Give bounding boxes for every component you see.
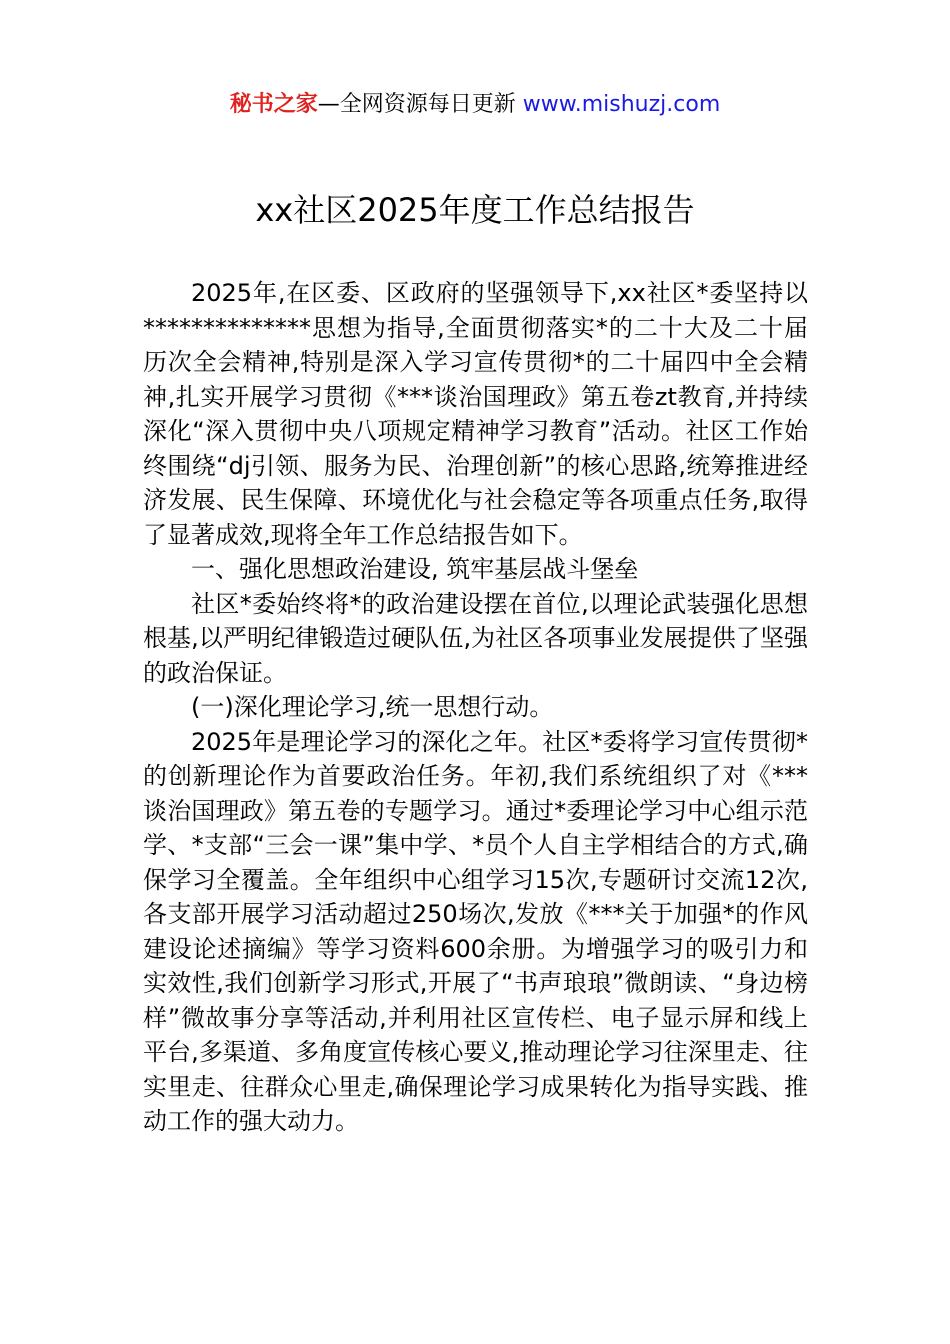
document-body: [143, 276, 808, 1139]
site-header: [0, 88, 950, 122]
section-1-paragraph: 社区*委始终将*的政治建设摆在首位,以理论武装强化思想根基,以严明纪律锻造过硬队伍,为社区各项事业发展提供了坚强的政治保证。: [143, 589, 808, 687]
site-url-link[interactable]: www.mishuzj.com: [522, 92, 721, 117]
site-brand: 秘书之家: [229, 92, 318, 117]
document-title: xx社区2025年度工作总结报告: [255, 191, 695, 229]
intro-paragraph: 2025年,在区委、区政府的坚强领导下,xx社区*委坚持以**************思想为指导,全面贯彻落实*的二十大及二十届历次全会精神,特别是深入学习宣传贯彻*的二十届四中全会精神,扎实开展学习贯彻《***谈治国理政》第五卷zt教育,并持续深化“深入贯彻中央八项规定精神学习教育”活动。社区工作始终围绕“dj引领、服务为民、治理创新”的核心思路,统筹推进经济发展、民生保障、环境优化与社会稳定等各项重点任务,取得了显著成效,现将全年工作总结报告如下。: [143, 279, 808, 549]
site-tagline: —全网资源每日更新: [317, 92, 516, 117]
section-heading-1: 一、强化思想政治建设, 筑牢基层战斗堡垒: [191, 555, 639, 583]
subsection-heading-1: (一)深化理论学习,统一思想行动。: [191, 693, 554, 721]
subsection-1-paragraph: 2025年是理论学习的深化之年。社区*委将学习宣传贯彻*的创新理论作为首要政治任务。年初,我们系统组织了对《***谈治国理政》第五卷的专题学习。通过*委理论学习中心组示范学、*支部“三会一课”集中学、*员个人自主学相结合的方式,确保学习全覆盖。全年组织中心组学习15次,专题研讨交流12次,各支部开展学习活动超过250场次,发放《***关于加强*的作风建设论述摘编》等学习资料600余册。为增强学习的吸引力和实效性,我们创新学习形式,开展了“书声琅琅”微朗读、“身边榜样”微故事分享等活动,并利用社区宣传栏、电子显示屏和线上平台,多渠道、多角度宣传核心要义,推动理论学习往深里走、往实里走、往群众心里走,确保理论学习成果转化为指导实践、推动工作的强大动力。: [143, 727, 808, 1135]
